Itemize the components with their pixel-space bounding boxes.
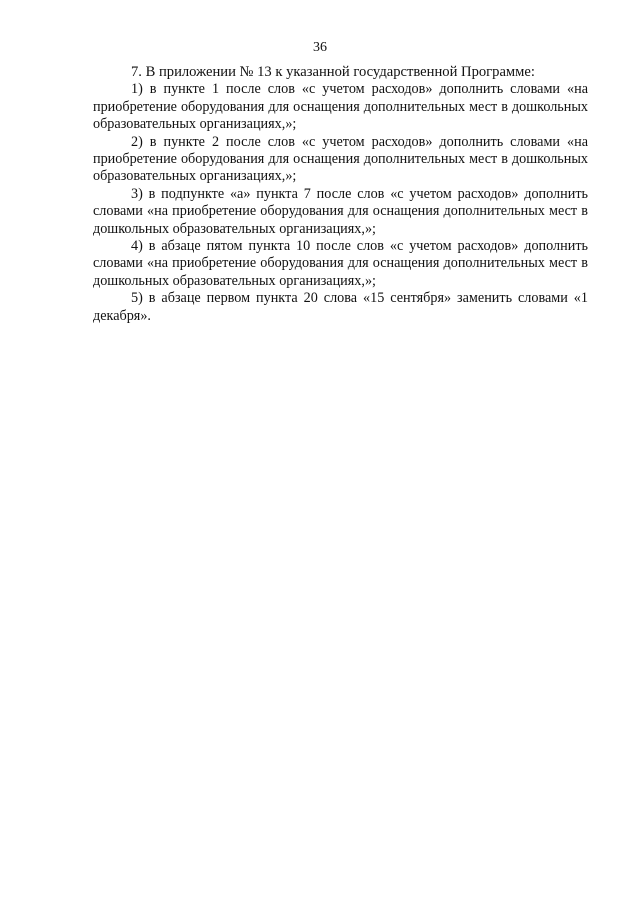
document-body (93, 64, 588, 325)
amendment-item-1: 1) в пункте 1 после слов «с учетом расходов» дополнить словами «на приобретение оборудования для оснащения дополнительных мест в дошкольных образовательных организациях,»; (93, 81, 588, 133)
amendment-item-2: 2) в пункте 2 после слов «с учетом расходов» дополнить словами «на приобретение оборудования для оснащения дополнительных мест в дошкольных образовательных организациях,»; (93, 133, 588, 185)
amendment-item-3: 3) в подпункте «а» пункта 7 после слов «с учетом расходов» дополнить словами «на приобретение оборудования для оснащения дополнительных мест в дошкольных образовательных организациях,»; (93, 185, 588, 237)
page-number: 36 (313, 40, 327, 55)
amendment-item-5: 5) в абзаце первом пункта 20 слова «15 сентября» заменить словами «1 декабря». (93, 290, 588, 324)
amendment-item-4: 4) в абзаце пятом пункта 10 после слов «с учетом расходов» дополнить словами «на приобретение оборудования для оснащения дополнительных мест в дошкольных образовательных организациях,»; (93, 238, 588, 289)
section-heading: 7. В приложении № 13 к указанной государственной Программе: (131, 64, 535, 80)
